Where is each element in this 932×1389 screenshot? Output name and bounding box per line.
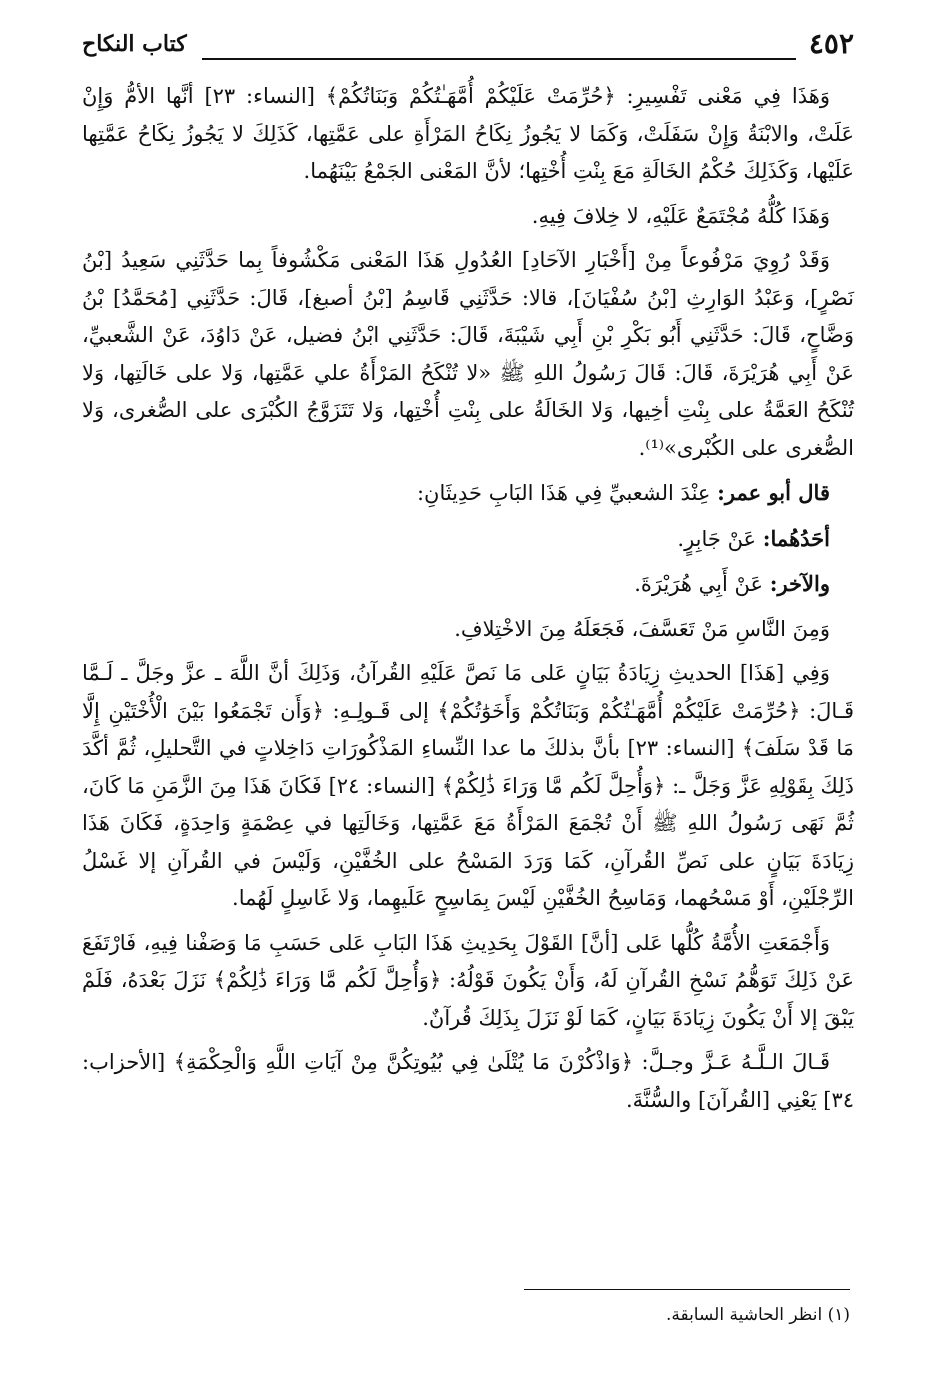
paragraph-3: وَقَدْ رُوِيَ مَرْفُوعاً مِنْ [أَخْبَارِ الآحَادِ] العُدُولِ هَذَا المَعْنى مَكْشُوفاً بِما حَدَّثَنِي سَعِيدُ [بْنُ نَصْرٍ]، وَعَبْدُ الوَارِثِ [بْنُ سُفْيَانَ]، قالا: حَدَّثَنِي قَاسِمُ [بْنُ أصبغ]، قَالَ: حَدَّثَنِي [مُحَمَّدُ] بْنُ وَضَّاحٍ، قَالَ: حَدَّثَنِي أَبُو بَكْرِ بْنِ أَبِي شَيْبَةَ، قَالَ: حَدَّثَنِي ابْنُ فضيل، عَنْ دَاوُدَ، عَنْ الشَّعبيِّ، عَنْ أَبِي هُرَيْرَةَ، قَالَ: قَالَ رَسُولُ اللهِ ﷺ «لا تُنْكَحُ المَرْأَةُ علي عَمَّتِها، وَلا على خَالَتِها، وَلا تُنْكَحُ العَمَّةُ على بِنْتِ أخِيها، وَلا الخَالَةُ على بِنْتِ أُخْتِها، وَلا تَتَزَوَّجُ الكُبْرَى على الصُّغرى، وَلا الصُّغرى على الكُبْرى»⁽¹⁾. (82, 248, 854, 460)
first-label: أحَدُهُما: (762, 525, 830, 551)
abu-umar-label: قال أبو عمر: (717, 480, 830, 505)
paragraph-4 (82, 474, 854, 513)
header-rule (202, 58, 796, 60)
page-number: ٤٥٢ (808, 27, 854, 60)
first-text: عَنْ جَابِرٍ. (677, 526, 757, 551)
other-label: والآخر: (769, 571, 830, 596)
paragraph-8: وَفِي [هَذَا] الحديثِ زِيَادَةُ بَيَانٍ عَلى مَا نَصَّ عَلَيْهِ القُرآنُ، وَذَلِكَ أنَّ اللَّهَ ـ عزَّ وجَلَّ ـ لَـمَّا قَـالَ: ﴿حُرِّمَتْ عَلَيْكُمْ أُمَّهَـٰتُكُمْ وَبَنَاتُكُمْ وَأَخَوَٰتُكُمْ﴾ إلى قَـولِـهِ: ﴿وَأَن تَجْمَعُوا بَيْنَ الْأُخْتَيْنِ إِلَّا مَا قَدْ سَلَفَ﴾ [النساء: ٢٣] بأنَّ بذلكَ ما عدا النِّساءِ المَذْكُورَاتِ دَاخِلاتٍ في التَّحليلِ، ثُمَّ أكَّدَ ذَلِكَ بِقَوْلِهِ عَزَّ وَجَلَّ ـ: ﴿وَأُحِلَّ لَكُم مَّا وَرَاءَ ذَٰلِكُمْ﴾ [النساء: ٢٤] فَكَانَ هَذَا مِنَ الزَّمَنِ مَا كَانَ، ثُمَّ نَهَى رَسُولُ اللهِ ﷺ أَنْ تُجْمَعَ المَرْأَةُ مَعَ عَمَّتِها، وَخَالَتِها في عِصْمَةٍ وَاحِدَةٍ، فَكَانَ هَذَا زِيَادَةَ بَيَانٍ على نَصِّ القُرآنِ، كَمَا وَرَدَ المَسْحُ على الخُفَّيْنِ، وَلَيْسَ في القُرآنِ إلا غَسْلُ الرِّجْلَيْنِ، أَوْ مَسْحُهما، وَمَاسِحُ الخُفَّيْنِ لَيْسَ بِمَاسِحٍ عَلَيهِما، وَلا غَاسِلٍ لَهُما. (82, 661, 854, 910)
paragraph-9: وَأَجْمَعَتِ الأُمَّةُ كُلُّها عَلى [أنَّ] القَوْلَ بِحَدِيثِ هَذَا البَابِ عَلى حَسَبِ مَا وَصَفْنا فِيهِ، فَارْتَفَعَ عَنْ ذَلِكَ تَوَهُّمُ نَسْخِ القُرآنِ لَهُ، وَأَنْ يَكُونَ قَوْلُهُ: ﴿وَأُحِلَّ لَكُم مَّا وَرَاءَ ذَٰلِكُمْ﴾ نَزَلَ بَعْدَهُ، فَلَمْ يَبْقَ إلا أَنْ يَكُونَ زِيَادَةَ بَيَانٍ، كَمَا لَوْ نَزَلَ بِذَلِكَ قُرآنٌ. (82, 930, 854, 1030)
paragraph-7: وَمِنَ النَّاسِ مَنْ تَعَسَّفَ، فَجَعَلَهُ مِنَ الاخْتِلافِ. (454, 616, 830, 641)
paragraph-6 (82, 565, 854, 604)
page-body (82, 78, 854, 1119)
other-text: عَنْ أَبِي هُرَيْرَةَ. (634, 572, 764, 596)
paragraph-2: وَهَذَا كُلُّهُ مُجْتَمَعٌ عَلَيْهِ، لا خِلافَ فِيهِ. (531, 203, 830, 228)
running-title: كتاب النكاح (82, 31, 187, 57)
paragraph-1: وَهَذَا فِي مَعْنى تَفْسِيرِ: ﴿حُرِّمَتْ عَلَيْكُمْ أُمَّهَـٰتُكُمْ وَبَنَاتُكُمْ﴾ [النساء: ٢٣] أنَّها الأمُّ وَإِنْ عَلَتْ، والابْنَةُ وَإِنْ سَفَلَتْ، وَكَمَا لا يَجُوزُ نِكَاحُ المَرْأَةِ على عَمَّتِها، كَذَلِكَ لا يَجُوزُ نِكَاحُ عَمَّتِها عَلَيْها، وَكَذَلِكَ حُكْمُ الخَالَةِ مَعَ بِنْتِ أُخْتِها؛ لأنَّ المَعْنى الجَمْعُ بَيْنَهُما. (82, 84, 854, 183)
paragraph-5 (82, 520, 854, 559)
page-header (82, 0, 854, 78)
abu-umar-text: عِنْدَ الشعبيِّ فِي هَذَا البَابِ حَدِيثَانِ: (416, 481, 711, 505)
footnote-rule (524, 1289, 850, 1290)
paragraph-10: قَـالَ الـلَّـهُ عَـزَّ وجـلَّ: ﴿وَاذْكُرْنَ مَا يُتْلَىٰ فِي بُيُوتِكُنَّ مِنْ آيَاتِ اللَّهِ وَالْحِكْمَةِ﴾ [الأحزاب: ٣٤] يَعْنِي [القُرآنَ] والسُّنَّةَ. (82, 1050, 854, 1112)
footnote: (١) انظر الحاشية السابقة. (665, 1305, 850, 1325)
